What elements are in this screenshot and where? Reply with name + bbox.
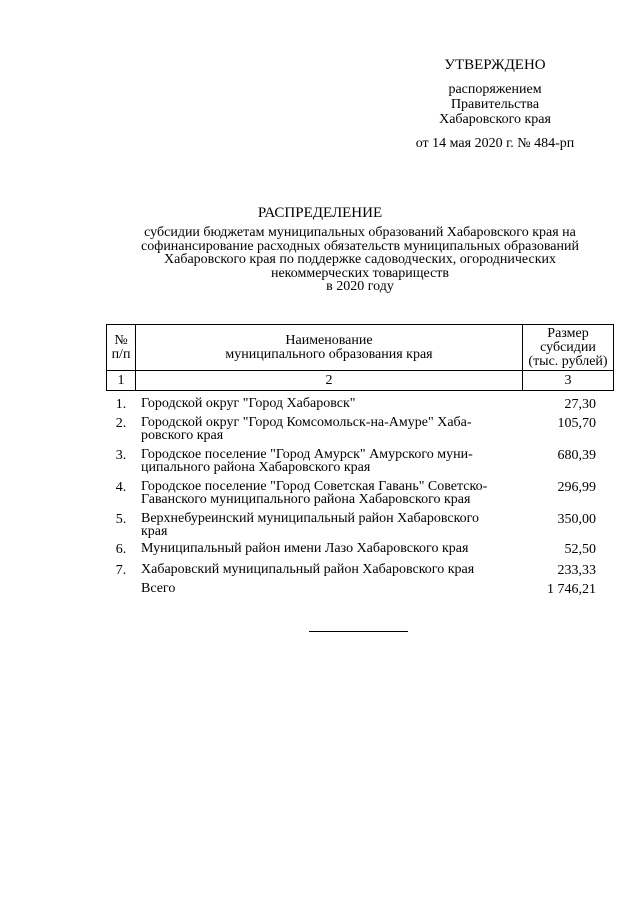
table-header <box>106 324 614 391</box>
column-header-name: Наименование муниципального образования края <box>136 325 523 371</box>
subtitle-line: субсидии бюджетам муниципальных образований Хабаровского края на <box>144 225 576 240</box>
row-amount: 296,99 <box>557 480 596 495</box>
row-name: Городское поселение "Город Амурск" Амурского муни- ципального района Хабаровского края <box>141 447 473 475</box>
row-number: 4. <box>115 480 127 495</box>
row-number: 1. <box>115 397 127 412</box>
row-name: Городское поселение "Город Советская Гавань" Советско- Гаванского муниципального района Хабаровского края <box>141 479 488 507</box>
row-number: 6. <box>115 542 127 557</box>
column-index: 3 <box>523 371 614 391</box>
subtitle-line: Хабаровского края по поддержке садоводческих, огороднических <box>164 252 556 267</box>
subtitle-line: в 2020 году <box>326 279 394 294</box>
table-total-row <box>0 582 640 601</box>
table-row <box>0 563 640 582</box>
table-row <box>0 512 640 542</box>
row-name: Муниципальный район имени Лазо Хабаровского края <box>141 541 469 556</box>
row-number: 2. <box>115 416 127 431</box>
table-row <box>0 397 640 416</box>
row-name: Городской округ "Город Хабаровск" <box>141 396 356 411</box>
row-amount: 105,70 <box>557 416 596 431</box>
total-label: Всего <box>141 581 176 596</box>
subtitle-line: некоммерческих товариществ <box>270 265 450 281</box>
row-number: 7. <box>115 563 127 578</box>
document-title: РАСПРЕДЕЛЕНИЕ <box>257 205 383 221</box>
subtitle-line: софинансирование расходных обязательств муниципальных образований <box>141 238 579 254</box>
column-index: 2 <box>136 371 523 391</box>
closing-rule <box>309 631 408 632</box>
approval-line-2: Правительства <box>450 97 540 112</box>
row-amount: 27,30 <box>564 397 596 412</box>
table-body <box>0 397 640 601</box>
column-index: 1 <box>107 371 136 391</box>
column-header-number: № п/п <box>107 325 136 371</box>
row-amount: 680,39 <box>557 448 596 463</box>
table-row <box>0 542 640 563</box>
approval-block <box>400 58 590 151</box>
row-name: Верхнебуреинский муниципальный район Хабаровского края <box>141 511 480 539</box>
approval-date: от 14 мая 2020 г. № 484-рп <box>415 136 575 151</box>
row-amount: 52,50 <box>564 542 596 557</box>
row-amount: 233,33 <box>557 563 596 578</box>
row-amount: 350,00 <box>557 512 596 527</box>
document-subtitle <box>100 226 620 294</box>
column-header-amount: Размер субсидии (тыс. рублей) <box>523 325 614 371</box>
table-row <box>0 416 640 448</box>
row-number: 3. <box>115 448 127 463</box>
approval-heading: УТВЕРЖДЕНО <box>444 57 546 73</box>
row-name: Хабаровский муниципальный район Хабаровского края <box>141 562 475 577</box>
total-amount: 1 746,21 <box>547 582 596 597</box>
approval-line-3: Хабаровского края <box>439 112 551 127</box>
row-name: Городской округ "Город Комсомольск-на-Амуре" Хаба- ровского края <box>141 415 472 443</box>
table-row <box>0 448 640 480</box>
table-row <box>0 480 640 512</box>
row-number: 5. <box>115 512 127 527</box>
approval-line-1: распоряжением <box>448 82 542 97</box>
